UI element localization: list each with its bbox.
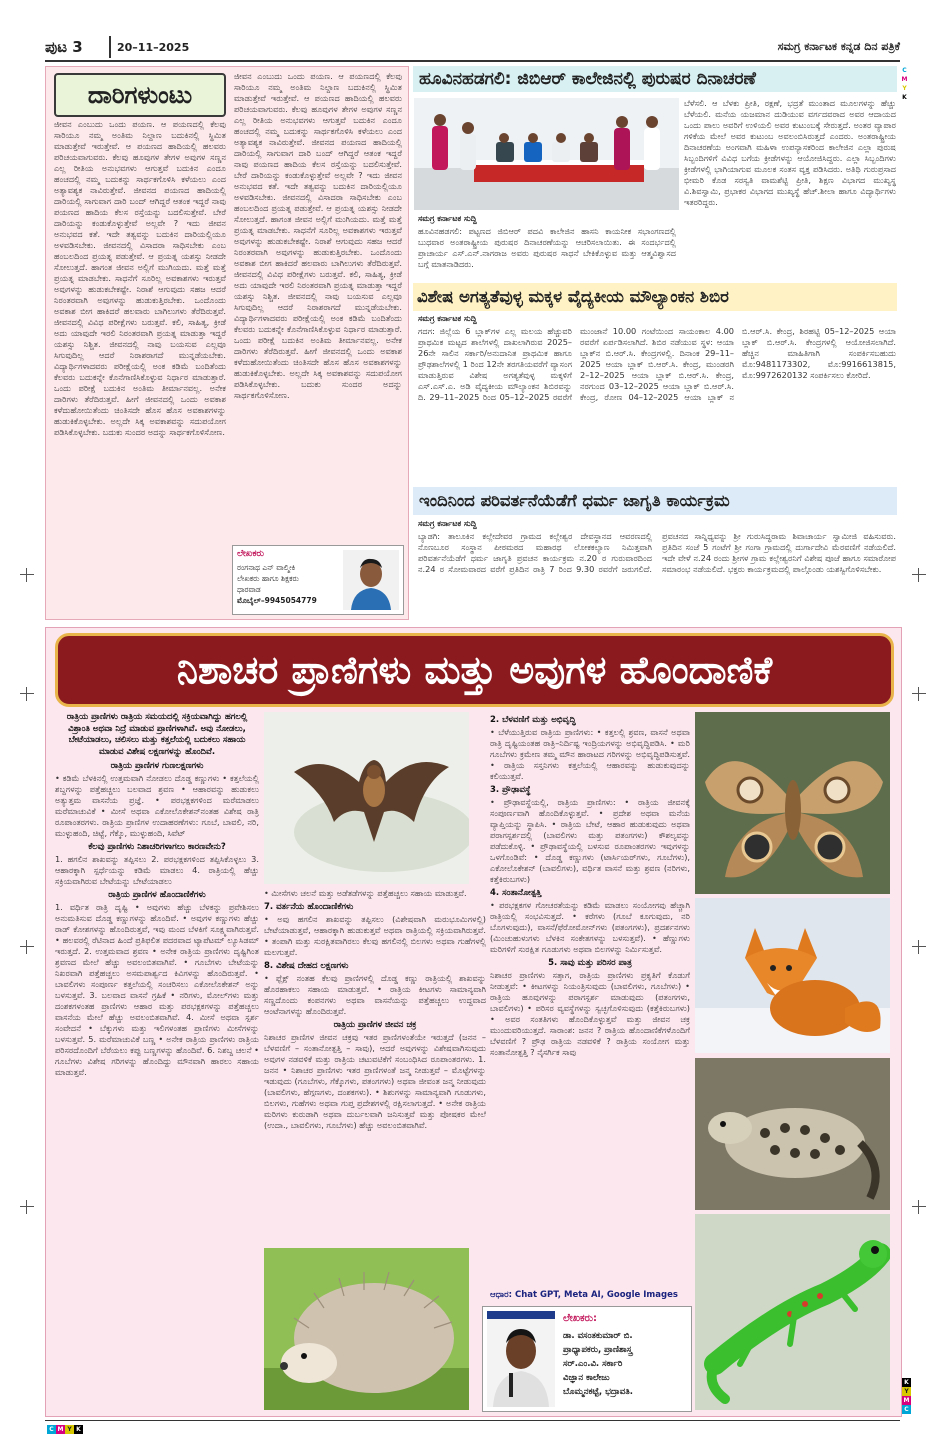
feature-col2-text: • ಫ್ಲೆಕ್ಷ್ ನಂತಹ ಕೆಲವು ಪ್ರಾಣಿಗಳಲ್ಲಿ ದೊಡ್ಡ ಕಣ್ಣು ರಾತ್ರಿಯಲ್ಲಿ ಶಾಖವನ್ನು ಹೊರಹಾಕಲು ಸಹಾಯ ಮಾಡುತ್ತವೆ. • ರಾತ್ರಿಯ ಕೀಟಗಳು ಸಾಮಾನ್ಯವಾಗಿ ಸಣ್ಣದೊಂದು ಕಂಪನಗಳು ಅಥವಾ ವಾಸನೆಯನ್ನು ಪತ್ತೆಹಚ್ಚಲು ಉದ್ದವಾದ ಆಂಟೆನಾಗಳನ್ನು ಹೊಂದಿರುತ್ತವೆ.	[264, 973, 486, 1016]
author-label: ಲೇಖಕರು	[237, 549, 265, 559]
feature-author-box	[482, 1306, 692, 1412]
registration-mark-icon	[20, 568, 34, 582]
page-header	[45, 36, 900, 62]
news1-photo	[414, 98, 679, 210]
cmyk-strip-bottom: C M Y K	[47, 1425, 83, 1434]
news3-body: ಬ್ಯಾಡಗಿ: ತಾಲೂಕಿನ ಕಲ್ಲೇದೇವರ ಗ್ರಾಮದ ಕಲ್ಲೇಶ್ವರ ದೇವಸ್ಥಾನದ ಆವರಣದಲ್ಲಿ ನೊಣಬೂರ ಸಂಸ್ಥಾನ ಪೀಠಮಠದ ಮಹಾರಥ ಲೋಕಕಲ್ಯಾಣ ನಿಮಿತ್ತವಾಗಿ ಪರಿವರ್ತನೆಯೆಡೆಗೆ ಧರ್ಮ ಜಾಗೃತಿ ಪ್ರವಚನ ಕಾರ್ಯಕ್ರಮ ನ.20 ರ ಗುರುವಾರದಿಂದ ನ.24 ರ ಸೋಮವಾರದ ವರೆಗೆ ಪ್ರತಿದಿನ ರಾತ್ರಿ 7 ರಿಂದ 9.30 ರವರೆಗೆ ಜರುಗಲಿದೆ. ಪ್ರವಚನದ ಸಾನ್ನಿಧ್ಯವನ್ನು ಶ್ರೀ ಗುರುಸಿದ್ಧರಾಮ ಶಿವಾಚಾರ್ಯ ಸ್ವಾಮೀಜಿ ವಹಿಸುವರು. ಪ್ರತಿದಿನ ಸಂಜೆ 5 ಗಂಟೆಗೆ ಶ್ರೀ ಗಂಗಾ ಗ್ರಾಮದಲ್ಲಿ ದುರ್ಗಾದೇವಿ ಮೆರವಣಿಗೆ ನಡೆಯಲಿದೆ. ಇದೇ ವೇಳೆ ನ.24 ರಂದು ಶ್ರೀಗಳ ಗ್ರಾಮ ಕಲ್ಲೇಶ್ವರನಿಗೆ ವಿಶೇಷ ಪೂಜೆ ಹಾಗೂ ಸಮಾರೋಪ ಸಮಾರಂಭ ನಡೆಯಲಿದೆ. ಭಕ್ತರು ಕಾರ್ಯಕ್ರಮದಲ್ಲಿ ಪಾಲ್ಗೊಂಡು ಯಶಸ್ವಿಗೊಳಿಸಬೇಕು.	[418, 531, 896, 574]
registration-mark-icon	[912, 568, 926, 582]
feature-col2-text: • ಅವು ಹಗಲಿನ ಶಾಖವನ್ನು ತಪ್ಪಿಸಲು (ವಿಶೇಷವಾಗಿ ಮರುಭೂಮಿಗಳಲ್ಲಿ) ಬೇಟೆಯಾಡುತ್ತವೆ, ಆಹಾರಕ್ಕಾಗಿ ಹುಡುಕುತ್ತವೆ ಅಥವಾ ರಾತ್ರಿಯಲ್ಲಿ ಸಕ್ರಿಯವಾಗಿರುತ್ತವೆ. • ತಂಪಾಗಿ ಮತ್ತು ಸುರಕ್ಷಿತವಾಗಿರಲು ಕೆಲವು ಹಗಲಿನಲ್ಲಿ ಬಿಲಗಳು ಅಥವಾ ಗುಹೆಗಳಲ್ಲಿ ಮಲಗುತ್ತವೆ.	[264, 914, 486, 957]
feature-col3-text: • ಬೆಳೆಯುತ್ತಿರುವ ರಾತ್ರಿಯ ಪ್ರಾಣಿಗಳು: • ಕತ್ತಲಲ್ಲಿ ಶ್ರವಣ, ವಾಸನೆ ಅಥವಾ ರಾತ್ರಿ ದೃಷ್ಟಿಯಂತಹ ರಾತ್ರಿ–ನಿರ್ದಿಷ್ಟ ಇಂದ್ರಿಯಗಳನ್ನು ಅಭಿವೃದ್ಧಿಪಡಿಸಿ. • ಮರಿ ಗೂಬೆಗಳು ಕ್ರಮೇಣ ತಮ್ಮ ಮೌನ ಹಾರಾಟದ ಗರಿಗಳನ್ನು ಅಭಿವೃದ್ಧಿಪಡಿಸುತ್ತವೆ. • ರಾತ್ರಿಯ ಸಸ್ತನಿಗಳು ಕತ್ತಲೆಯಲ್ಲಿ ಆಹಾರವನ್ನು ಹುಡುಕುವುದನ್ನು ಕಲಿಯುತ್ತವೆ.	[490, 727, 690, 781]
news1-title-bar	[413, 66, 897, 92]
column-body-right: ಜೀವನ ಎಂಬುದು ಒಂದು ಪಯಣ. ಆ ಪಯಣದಲ್ಲಿ ಕೆಲವು ಸಾರಿಯೂ ನಮ್ಮ ಅಂತಿಮ ನಿಲ್ದಾಣ ಬದುಕಿನಲ್ಲಿ ಸ್ಥಿಮಿತ ಮಾಡುತ್ತೇವೆ ಇರುತ್ತೇವೆ. ಆ ಪಯಣದ ಹಾದಿಯಲ್ಲಿ ಹಲವರು ಪರಿಚಯವಾಗುವರು. ಕೆಲವು ಹೂವುಗಳ ತೇಗಳ ಅವುಗಳ ಸಣ್ಣನ ಎಲ್ಲ ರೀತಿಯ ಅನುಭವಗಳು ಆಗುತ್ತವೆ ಬದುಕಿನ ಎಂದೂ ಹಂಚದಲ್ಲಿ ನಮ್ಮ ಬದುಕನ್ನು ಸಾರ್ಥಕಗೊಳಿಸಿ ಕಳೆಯಲು ಎಂದ ಅತ್ಯಾವಶ್ಯಕ ನಾವಿರುತ್ತೇವೆ. ಜೀವನದ ಪಯಣದ ಹಾದಿಯಲ್ಲಿ ದಾರಿಯಲ್ಲಿ ಸಾಗುವಾಗ ದಾರಿ ಬಂದ್ ಆಗಿದ್ದರೆ ಆತಂಕ ಇದ್ದರೆ ನಾವು ಪಯಣದ ಹಾದಿಯ ಕೆಲಸ ರಸ್ತೆಯನ್ನು ಬದಲಿಸುತ್ತೇವೆ. ಬೇರೆ ದಾರಿಯನ್ನು ಕಂಡುಕೊಳ್ಳುತ್ತೇವೆ ಅಲ್ಲವೇ ? ಇದು ಜೀವನ ಅನುಭವದ ಕತೆ. ಇದೇ ತತ್ವವನ್ನು ಬದುಕಿನ ದಾರಿಯಲ್ಲಿಯೂ ಅಳವಡಿಸಬೇಕು. ಜೀವನದಲ್ಲಿ ವಿಸಾದರಾ ಸಾಧಿಸಬೇಕು ಎಂಬ ಹಂಬಲದಿಂದ ಪ್ರಯತ್ನ ಪಡುತ್ತೇವೆ. ಆ ಪ್ರಯತ್ನ ಯಶಸ್ಸು ನೀಡದೇ ಸೋಲುತ್ತದೆ. ಹಾಗಂತ ಜೀವನ ಅಲ್ಲಿಗೆ ಮುಗಿಯದು. ಮತ್ತೆ ಮತ್ತೆ ಪ್ರಯತ್ನ ಮಾಡಬೇಕು. ಸಾಧನೆಗೆ ಸೂರಿಲ್ಲ ಅವಕಾಶಗಳು ಇರುತ್ತವೆ ಅವುಗಳನ್ನು ಹುಡುಕಬೇಕಷ್ಟೇ. ನಿರಾಶೆ ಆಗುವುದು ಸಹಜ ಆದರೆ ನಿರಂತರವಾಗಿ ಅವುಗಳನ್ನು ಹುಡುಕುತ್ತಿರಬೇಕು. ಒಂದೊಂದು ಅವಕಾಶ ಬೀಗ ಹಾಕಿದರೆ ಹಲವಾರು ಬಾಗಿಲುಗಳು ತೆರೆದಿರುತ್ತವೆ. ಜೀವನದಲ್ಲಿ ವಿವಿಧ ಪರೀಕ್ಷೆಗಳು ಬರುತ್ತವೆ. ಕಲಿ, ಸಾಹಿತ್ಯ, ಕ್ರೀಡೆ ಅದು ಯಾವುದೇ ಇರಲಿ ನಿರಂತರವಾಗಿ ಪ್ರಯತ್ನ ಮಾಡುತ್ತಾ ಇದ್ದರೆ ಯಶಸ್ಸು ನಿಶ್ಚಿತ. ಜೀವನದಲ್ಲಿ ನಾವು ಬಯಸುವ ಎಲ್ಲವೂ ಸಿಗುವುದಿಲ್ಲ ಆದರೆ ನಿರಾಶರಾಗದೆ ಮುನ್ನಡೆಯಬೇಕು. ವಿದ್ಯಾರ್ಥಿಗಳಾದವರು ಪರೀಕ್ಷೆಯಲ್ಲಿ ಅಂಕ ಕಡಿಮೆ ಬಂದಿತೆಂದು ಕೆಲವರು ಬದುಕನ್ನೇ ಕೊನೆಗಾಣಿಸಿಕೊಳ್ಳುವ ನಿರ್ಧಾರ ಮಾಡುತ್ತಾರೆ. ಒಂದು ಪರೀಕ್ಷೆ ಬದುಕಿನ ಅಂತಿಮ ತೀರ್ಮಾನವಲ್ಲ. ಅನೇಕ ದಾರಿಗಳು ತೆರೆದಿರುತ್ತವೆ. ಹೀಗೆ ಜೀವನದಲ್ಲಿ ಒಂದು ಅವಕಾಶ ಕಳೆದುಹೋಯಿತೆಂದು ಚಿಂತಿಸದೇ ಹೊಸ ಹೊಸ ಅವಕಾಶಗಳನ್ನು ಹುಡುಕಿಕೊಳ್ಳಬೇಕು. ಅಲ್ಲದೇ ಸಿಕ್ಕ ಅವಕಾಶವನ್ನು ಸದುಪಯೋಗ ಪಡಿಸಿಕೊಳ್ಳಬೇಕು. ಬದುಕು ಸುಂದರ ಅದನ್ನು ಸಾರ್ಥಕಗೊಳಿಸೋಣ.	[234, 71, 402, 400]
author-box	[232, 545, 404, 615]
fox-photo	[695, 898, 890, 1053]
feature-col2-text: • ಮೀಸೆಗಳು ಚಲನೆ ಮತ್ತು ಅಡೆತಡೆಗಳನ್ನು ಪತ್ತೆಹಚ್ಚಲು ಸಹಾಯ ಮಾಡುತ್ತವೆ.	[264, 888, 467, 898]
footer-rule	[45, 1420, 900, 1421]
feature-author-details: ಡಾ. ವಸಂತಕುಮಾರ್ ಬಿ. ಪ್ರಾಧ್ಯಾಪಕರು, ಪ್ರಾಣಿಶಾಸ್ತ್ರ ಸರ್.ಎಂ.ವಿ. ಸರ್ಕಾರಿ ವಿಜ್ಞಾನ ಕಾಲೇಜು ಬೊಮ್ಮನಕಟ್ಟೆ, ಭದ್ರಾವತಿ.	[563, 1331, 633, 1397]
news1-title: ಹೂವಿನಹಡಗಲಿ: ಜಿಬಿಆರ್ ಕಾಲೇಜಿನಲ್ಲಿ ಪುರುಷರ ದಿನಾಚರಣೆ	[419, 69, 756, 89]
feature-col3-heading: 4. ಸಂತಾನೋತ್ಪತ್ತಿ	[490, 888, 542, 898]
feature-title-banner	[55, 633, 894, 707]
news2-title-bar	[413, 283, 897, 311]
feature-author-photo	[487, 1311, 555, 1407]
feature-col1-text: 1. ಹಗಲಿನ ಶಾಖವನ್ನು ತಪ್ಪಿಸಲು 2. ಪರಭಕ್ಷಕಗಳಿಂದ ತಪ್ಪಿಸಿಕೊಳ್ಳಲು 3. ಆಹಾರಕ್ಕಾಗಿ ಸ್ಪರ್ಧೆಯನ್ನು ಕಡಿಮೆ ಮಾಡಲು 4. ರಾತ್ರಿಯಲ್ಲಿ ಹೆಚ್ಚು ಸಕ್ರಿಯವಾಗಿರುವ ಬೇಟೆಯನ್ನು ಬೇಟೆಯಾಡಲು	[55, 854, 259, 886]
feature-col1	[55, 712, 259, 1412]
feature-col3-text: • ಪ್ರೌಢಾವಸ್ಥೆಯಲ್ಲಿ, ರಾತ್ರಿಯ ಪ್ರಾಣಿಗಳು: • ರಾತ್ರಿಯ ಜೀವನಕ್ಕೆ ಸಂಪೂರ್ಣವಾಗಿ ಹೊಂದಿಕೊಳ್ಳುತ್ತವೆ. • ಪ್ರದೇಶ ಅಥವಾ ಮನೆಯ ವ್ಯಾಪ್ತಿಯನ್ನು ಸ್ಥಾಪಿಸಿ. • ರಾತ್ರಿಯ ಬೇಟೆ, ಆಹಾರ ಹುಡುಕುವುದು ಅಥವಾ ಪರಾಗಸ್ಪರ್ಶದಲ್ಲಿ (ಬಾವಲಿಗಳು ಮತ್ತು ಪತಂಗಗಳು) ಕೌಶಲ್ಯವನ್ನು ಪಡೆದುಕೊಳ್ಳಿ. • ಪ್ರೌಢಾವಸ್ಥೆಯಲ್ಲಿ ಬಳಸುವ ರೂಪಾಂತರಗಳು ಇವುಗಳನ್ನು ಒಳಗೊಂಡಿವೆ: • ದೊಡ್ಡ ಕಣ್ಣುಗಳು (ಟಾರ್ಸಿಯರ್‌ಗಳು, ಗೂಬೆಗಳು), ಎಕೋಲೊಕೇಶನ್ (ಬಾವಲಿಗಳು), ವರ್ಧಿತ ವಾಸನೆ ಮತ್ತು ಶ್ರವಣ (ನರಿಗಳು, ಕತ್ತೆಕಿರುಬಗಳು)	[490, 797, 690, 884]
news2-title: ವಿಶೇಷ ಅಗತ್ಯತೆವುಳ್ಳ ಮಕ್ಕಳ ವೈದ್ಯಕೀಯ ಮೌಲ್ಯಾಂಕನ ಶಿಬಿರ	[417, 287, 729, 306]
registration-mark-icon	[20, 687, 34, 701]
registration-mark-icon	[20, 1200, 34, 1214]
registration-mark-icon	[912, 1200, 926, 1214]
feature-col1-text: • ಕಡಿಮೆ ಬೆಳಕಿನಲ್ಲಿ ಉತ್ತಮವಾಗಿ ನೋಡಲು ದೊಡ್ಡ ಕಣ್ಣುಗಳು • ಕತ್ತಲೆಯಲ್ಲಿ ಶಬ್ದಗಳನ್ನು ಪತ್ತೆಹಚ್ಚಲು ಬಲವಾದ ಶ್ರವಣ • ಆಹಾರವನ್ನು ಹುಡುಕಲು ಅತ್ಯುತ್ತಮ ವಾಸನೆಯ ಪ್ರಜ್ಞೆ. • ಪರಭಕ್ಷಕಗಳಿಂದ ಮರೆಮಾಡಲು ಮರೆಮಾಚುವಿಕೆ • ಮೀಸೆ ಅಥವಾ ಎಕೋಲೊಕೇಶನ್‌ನಂತಹ ವಿಶೇಷ ರಾತ್ರಿ ರೂಪಾಂತರಗಳು. ರಾತ್ರಿಯ ಪ್ರಾಣಿಗಳ ಉದಾಹರಣೆಗಳು: ಗೂಬೆ, ಬಾವಲಿ, ನರಿ, ಮುಳ್ಳುಹಂದಿ, ಚಿಟ್ಟೆ, ಗೆಕ್ಕೊ, ಮುಳ್ಳುಹಂದಿ, ಸಿವೆಟ್	[55, 773, 259, 838]
feature-col3-text: • ಪರಭಕ್ಷಕಗಳ ಗೋಚರತೆಯನ್ನು ಕಡಿಮೆ ಮಾಡಲು ಸಂಯೋಗವು ಹೆಚ್ಚಾಗಿ ರಾತ್ರಿಯಲ್ಲಿ ಸಂಭವಿಸುತ್ತದೆ. • ಕರೆಗಳು (ಗೂಬೆ ಕೂಗುವುದು, ನರಿ ಬೊಗಳುವುದು), ವಾಸನೆ/ಫೆರೋಮೋನ್‌ಗಳು (ಪತಂಗಗಳು), ಪ್ರದರ್ಶನಗಳು (ಮಿಂಚುಹುಳುಗಳು ಬೆಳಕಿನ ಸಂಕೇತಗಳನ್ನು ಬಳಸುತ್ತವೆ). • ಹೆಣ್ಣುಗಳು ಮರಿಗಳಿಗೆ ಸುರಕ್ಷಿತ ಗೂಡುಗಳು ಅಥವಾ ಬಿಲಗಳನ್ನು ನಿರ್ಮಿಸುತ್ತವೆ.	[490, 900, 690, 954]
feature-title: ನಿಶಾಚರ ಪ್ರಾಣಿಗಳು ಮತ್ತು ಅವುಗಳ ಹೊಂದಾಣಿಕೆ	[176, 647, 773, 692]
feature-col1-heading: ಕೆಲವು ಪ್ರಾಣಿಗಳು ನಿಶಾಚರಿಗಳಾಗಲು ಕಾರಣವೇನು?	[88, 842, 226, 852]
hedgehog-photo	[264, 1248, 469, 1410]
registration-mark-icon	[20, 940, 34, 954]
feature-col2	[264, 888, 486, 1243]
news2-source: ಸಮಗ್ರ ಕರ್ನಾಟಕ ಸುದ್ದಿ	[418, 314, 477, 323]
news3-source: ಸಮಗ್ರ ಕರ್ನಾಟಕ ಸುದ್ದಿ	[418, 519, 477, 528]
registration-mark-icon	[912, 687, 926, 701]
news1-source: ಸಮಗ್ರ ಕರ್ನಾಟಕ ಸುದ್ದಿ	[418, 214, 477, 223]
feature-col2-heading: 8. ವಿಶೇಷ ದೇಹದ ಲಕ್ಷಣಗಳು	[264, 961, 349, 971]
feature-col3-text: ನಿಶಾಚರ ಪ್ರಾಣಿಗಳು ಸತ್ತಾಗ, ರಾತ್ರಿಯ ಪ್ರಾಣಿಗಳು ಪ್ರಕೃತಿಗೆ ಕೊಡುಗೆ ನೀಡುತ್ತವೆ: • ಕೀಟಗಳನ್ನು ನಿಯಂತ್ರಿಸುವುದು (ಬಾವಲಿಗಳು, ಗೂಬೆಗಳು) • ರಾತ್ರಿಯ ಹೂವುಗಳನ್ನು ಪರಾಗಸ್ಪರ್ಶ ಮಾಡುವುದು (ಪತಂಗಗಳು, ಬಾವಲಿಗಳು) • ಪರಿಸರ ವ್ಯವಸ್ಥೆಗಳನ್ನು ಸ್ವಚ್ಛಗೊಳಿಸುವುದು (ಕತ್ತೆಕಿರುಬಗಳು) • ಅವರ ಸಂತತಿಗಳು ಹೊಂದಿಕೊಳ್ಳುತ್ತವೆ ಮತ್ತು ಜೀವನ ಚಕ್ರ ಮುಂದುವರಿಯುತ್ತದೆ. ಸಾರಾಂಶ: ಜನನ ? ರಾತ್ರಿಯ ಹೊಂದಾಣಿಕೆಗಳೊಂದಿಗೆ ಬೆಳವಣಿಗೆ ? ಪ್ರೌಢ ರಾತ್ರಿಯ ನಡವಳಿಕೆ ? ರಾತ್ರಿಯ ಸಂಯೋಗ ಮತ್ತು ಸಂತಾನೋತ್ಪತ್ತಿ ? ನೈಸರ್ಗಿಕ ಸಾವು	[490, 970, 690, 1057]
column-title: ದಾರಿಗಳುಂಟು	[54, 73, 226, 117]
page-date: 20–11–2025	[117, 41, 190, 54]
column-body-left: ಜೀವನ ಎಂಬುದು ಒಂದು ಪಯಣ. ಆ ಪಯಣದಲ್ಲಿ ಕೆಲವು ಸಾರಿಯೂ ನಮ್ಮ ಅಂತಿಮ ನಿಲ್ದಾಣ ಬದುಕಿನಲ್ಲಿ ಸ್ಥಿಮಿತ ಮಾಡುತ್ತೇವೆ ಇರುತ್ತೇವೆ. ಆ ಪಯಣದ ಹಾದಿಯಲ್ಲಿ ಹಲವರು ಪರಿಚಯವಾಗುವರು. ಕೆಲವು ಹೂವುಗಳ ತೇಗಳ ಅವುಗಳ ಸಣ್ಣನ ಎಲ್ಲ ರೀತಿಯ ಅನುಭವಗಳು ಆಗುತ್ತವೆ ಬದುಕಿನ ಎಂದೂ ಹಂಚದಲ್ಲಿ ನಮ್ಮ ಬದುಕನ್ನು ಸಾರ್ಥಕಗೊಳಿಸಿ ಕಳೆಯಲು ಎಂದ ಅತ್ಯಾವಶ್ಯಕ ನಾವಿರುತ್ತೇವೆ. ಜೀವನದ ಪಯಣದ ಹಾದಿಯಲ್ಲಿ ದಾರಿಯಲ್ಲಿ ಸಾಗುವಾಗ ದಾರಿ ಬಂದ್ ಆಗಿದ್ದರೆ ಆತಂಕ ಇದ್ದರೆ ನಾವು ಪಯಣದ ಹಾದಿಯ ಕೆಲಸ ರಸ್ತೆಯನ್ನು ಬದಲಿಸುತ್ತೇವೆ. ಬೇರೆ ದಾರಿಯನ್ನು ಕಂಡುಕೊಳ್ಳುತ್ತೇವೆ ಅಲ್ಲವೇ ? ಇದು ಜೀವನ ಅನುಭವದ ಕತೆ. ಇದೇ ತತ್ವವನ್ನು ಬದುಕಿನ ದಾರಿಯಲ್ಲಿಯೂ ಅಳವಡಿಸಬೇಕು. ಜೀವನದಲ್ಲಿ ವಿಸಾದರಾ ಸಾಧಿಸಬೇಕು ಎಂಬ ಹಂಬಲದಿಂದ ಪ್ರಯತ್ನ ಪಡುತ್ತೇವೆ. ಆ ಪ್ರಯತ್ನ ಯಶಸ್ಸು ನೀಡದೇ ಸೋಲುತ್ತದೆ. ಹಾಗಂತ ಜೀವನ ಅಲ್ಲಿಗೆ ಮುಗಿಯದು. ಮತ್ತೆ ಮತ್ತೆ ಪ್ರಯತ್ನ ಮಾಡಬೇಕು. ಸಾಧನೆಗೆ ಸೂರಿಲ್ಲ ಅವಕಾಶಗಳು ಇರುತ್ತವೆ ಅವುಗಳನ್ನು ಹುಡುಕಬೇಕಷ್ಟೇ. ನಿರಾಶೆ ಆಗುವುದು ಸಹಜ ಆದರೆ ನಿರಂತರವಾಗಿ ಅವುಗಳನ್ನು ಹುಡುಕುತ್ತಿರಬೇಕು. ಒಂದೊಂದು ಅವಕಾಶ ಬೀಗ ಹಾಕಿದರೆ ಹಲವಾರು ಬಾಗಿಲುಗಳು ತೆರೆದಿರುತ್ತವೆ. ಜೀವನದಲ್ಲಿ ವಿವಿಧ ಪರೀಕ್ಷೆಗಳು ಬರುತ್ತವೆ. ಕಲಿ, ಸಾಹಿತ್ಯ, ಕ್ರೀಡೆ ಅದು ಯಾವುದೇ ಇರಲಿ ನಿರಂತರವಾಗಿ ಪ್ರಯತ್ನ ಮಾಡುತ್ತಾ ಇದ್ದರೆ ಯಶಸ್ಸು ನಿಶ್ಚಿತ. ಜೀವನದಲ್ಲಿ ನಾವು ಬಯಸುವ ಎಲ್ಲವೂ ಸಿಗುವುದಿಲ್ಲ ಆದರೆ ನಿರಾಶರಾಗದೆ ಮುನ್ನಡೆಯಬೇಕು. ವಿದ್ಯಾರ್ಥಿಗಳಾದವರು ಪರೀಕ್ಷೆಯಲ್ಲಿ ಅಂಕ ಕಡಿಮೆ ಬಂದಿತೆಂದು ಕೆಲವರು ಬದುಕನ್ನೇ ಕೊನೆಗಾಣಿಸಿಕೊಳ್ಳುವ ನಿರ್ಧಾರ ಮಾಡುತ್ತಾರೆ. ಒಂದು ಪರೀಕ್ಷೆ ಬದುಕಿನ ಅಂತಿಮ ತೀರ್ಮಾನವಲ್ಲ. ಅನೇಕ ದಾರಿಗಳು ತೆರೆದಿರುತ್ತವೆ. ಹೀಗೆ ಜೀವನದಲ್ಲಿ ಒಂದು ಅವಕಾಶ ಕಳೆದುಹೋಯಿತೆಂದು ಚಿಂತಿಸದೇ ಹೊಸ ಹೊಸ ಅವಕಾಶಗಳನ್ನು ಹುಡುಕಿಕೊಳ್ಳಬೇಕು. ಅಲ್ಲದೇ ಸಿಕ್ಕ ಅವಕಾಶವನ್ನು ಸದುಪಯೋಗ ಪಡಿಸಿಕೊಳ್ಳಬೇಕು. ಬದುಕು ಸುಂದರ ಅದನ್ನು ಸಾರ್ಥಕಗೊಳಿಸೋಣ.	[54, 119, 226, 437]
news1-body-right: ಬೆಳೆಸಲಿ. ಆ ಬೆಳಕು ಪ್ರೀತಿ, ರಕ್ಷಣೆ, ಭದ್ರತೆ ಮುಂತಾದ ಮೂಲಗಳನ್ನು ಹೆಚ್ಚು ಬೆಳೆಯಲಿ. ಮನೆಯ ಯಜಮಾನ ದುಡಿಯುವ ವರ್ಗದವರಾದ ಅವರ ಆದಾಯದ ಒಂದು ಪಾಲು ಅವರಿಗೆ ಉಳಿಯಲಿ ಅವರ ಕುಟುಂಬಕ್ಕೆ ಸೇರುತ್ತದೆ. ಅಂತರ ವ್ಯಾಪಾರ ಗಳಿಕೆಯ ಮೇಲೆ ಅವರ ಕುಟುಂಬ ಅವಲಂಬಿಸಿರುತ್ತದೆ ಎಂದರು. ಅಂತರಾಷ್ಟ್ರೀಯ ದಿನಾಚರಣೆಯ ಅಂಗವಾಗಿ ಮಹಿಳಾ ಉಪನ್ಯಾಸಕರಿಂದ ಕಾಲೇಜಿನ ಎಲ್ಲಾ ಪುರುಷ ಸಿಬ್ಬಂದಿಗಳಿಗೆ ವಿವಿಧ ಬಗೆಯ ಕ್ರೀಡೆಗಳನ್ನು ಆಯೋಜಿಸಿದ್ದರು. ಎಲ್ಲಾ ಸಿಬ್ಬಂದಿಗಳು ಕ್ರೀಡೆಗಳಲ್ಲಿ ಭಾಗಿಯಾಗುವ ಮೂಲಕ ಸಂತಸ ವ್ಯಕ್ತ ಪಡಿಸಿದರು. ಅತಿಥಿ ಗುರುಪ್ರಸಾದ ಭೀಮರಿ ಕೊಡ ಸರಸ್ವತಿ ವಾಮಶೆಟ್ಟಿ ಪ್ರೀತಿ, ಶಿಕ್ಷಣ ವಿಭಾಗದ ಮುಖ್ಯಸ್ಥ ವಿ.ಶಿವಸ್ವಾಮಿ, ಪ್ರಭಾಕರ ವಿಭಾಗದ ಮುಖ್ಯಸ್ಥೆ ಹೆಚ್.ಶೀಲಾ ಹಾಗೂ ವಿದ್ಯಾರ್ಥಿಗಳು ಇತರರಿದ್ದರು.	[684, 98, 896, 207]
registration-mark-icon	[912, 940, 926, 954]
civet-photo	[695, 1058, 890, 1210]
author-photo	[343, 550, 399, 610]
feature-col2-heading: 7. ವರ್ತನೆಯ ಹೊಂದಾಣಿಕೆಗಳು	[264, 902, 354, 912]
feature-col1-heading: ರಾತ್ರಿಯ ಪ್ರಾಣಿಗಳ ಹೊಂದಾಣಿಕೆಗಳು	[108, 890, 206, 900]
author-details: ರಂಗನಾಥ ಎನ್ ವಾಲ್ಮೀಕಿ ಲೇಖಕರು ಹಾಗೂ ಶಿಕ್ಷಕರು ಧಾರವಾಡ ಮೊಬೈಲ್–9945054779	[237, 563, 317, 605]
feature-col3-heading: 3. ಪ್ರೌಢಾವಸ್ಥೆ	[490, 785, 531, 795]
column-article	[45, 66, 409, 620]
page-number: ಪುಟ 3	[45, 38, 83, 56]
news3-title: ಇಂದಿನಿಂದ ಪರಿವರ್ತನೆಯೆಡೆಗೆ ಧರ್ಮ ಜಾಗೃತಿ ಕಾರ್ಯಕ್ರಮ	[419, 491, 730, 510]
news1-body-left: ಹೂವಿನಹಡಗಲಿ: ಪಟ್ಟಣದ ಜಿಬಿಆರ್ ಪದವಿ ಕಾಲೇಜಿನ ಹಾಸನಿ ಕಾಯನೀಕ ಸಭಾಂಗಣದಲ್ಲಿ ಬುಧವಾರ ಅಂತರಾಷ್ಟ್ರೀಯ ಪುರುಷರ ದಿನಾಚರಣೆಯನ್ನು ಆಚರಿಸಲಾಯಿತು. ಈ ಸಂದರ್ಭದಲ್ಲಿ ಪ್ರಾಚಾರ್ಯ ಎಸ್.ಎನ್.ನಾಗರಾಜ ಅವರು ಪುರುಷರ ಸಾಧನೆ ಬೇಕಿಕೊಳ್ಳುವ ಮತ್ತು ಆತ್ಮವಿಶ್ವಾಸದ ಬಗ್ಗೆ ಮಾತನಾಡಿದರು.	[418, 226, 676, 269]
feature-col2-text: ನಿಶಾಚರ ಪ್ರಾಣಿಗಳ ಜೀವನ ಚಕ್ರವು ಇತರ ಪ್ರಾಣಿಗಳಂತೆಯೇ ಇರುತ್ತದೆ (ಜನನ – ಬೆಳವಣಿಗೆ – ಸಂತಾನೋತ್ಪತ್ತಿ – ಸಾವು), ಆದರೆ ಅವುಗಳನ್ನು ವಿಶೇಷವಾಗಿಸುವುದು ಅವುಗಳ ನಡವಳಿಕೆ ಮತ್ತು ರಾತ್ರಿಯ ಚಟುವಟಿಕೆಗೆ ಸಂಬಂಧಿಸಿದ ರೂಪಾಂತರಗಳು. 1. ಜನನ • ನಿಶಾಚರ ಪ್ರಾಣಿಗಳು ಇತರ ಪ್ರಾಣಿಗಳಂತೆ ಜನ್ಮ ನೀಡುತ್ತವೆ – ಮೊಟ್ಟೆಗಳನ್ನು ಇಡುವುದು (ಗೂಬೆಗಳು, ಗೆಕ್ಕೊಗಳು, ಪತಂಗಗಳು) ಅಥವಾ ಜೀವಂತ ಜನ್ಮ ನೀಡುವುದು (ಬಾವಲಿಗಳು, ಹೆಗ್ಗಣಗಳು, ದಂಶಕಗಳು). • ಶಿಶುಗಳನ್ನು ಸಾಮಾನ್ಯವಾಗಿ ಗೂಡುಗಳು, ಬಿಲಗಳು, ಗುಹೆಗಳು ಅಥವಾ ಗುಪ್ತ ಪ್ರದೇಶಗಳಲ್ಲಿ ರಕ್ಷಿಸಲಾಗುತ್ತದೆ. • ಅನೇಕ ರಾತ್ರಿಯ ಮರಿಗಳು ಕುರುಡಾಗಿ ಅಥವಾ ದುರ್ಬಲವಾಗಿ ಜನಿಸುತ್ತವೆ ಮತ್ತು ಪೋಷಕರ ಮೇಲೆ (ಉದಾ., ಬಾವಲಿಗಳು, ಗೂಬೆಗಳು) ಹೆಚ್ಚು ಅವಲಂಬಿತವಾಗಿವೆ.	[264, 1032, 486, 1130]
feature-intro: ರಾತ್ರಿಯ ಪ್ರಾಣಿಗಳು ರಾತ್ರಿಯ ಸಮಯದಲ್ಲಿ ಸಕ್ರಿಯವಾಗಿದ್ದು ಹಗಲಲ್ಲಿ ವಿಶ್ರಾಂತಿ ಅಥವಾ ನಿದ್ರೆ ಮಾಡುವ ಪ್ರಾಣಿಗಳಾಗಿವೆ. ಅವು ನೋಡಲು, ಬೇಟೆಯಾಡಲು, ಚಲಿಸಲು ಮತ್ತು ಕತ್ತಲೆಯಲ್ಲಿ ಬದುಕಲು ಸಹಾಯ ಮಾಡುವ ವಿಶೇಷ ಲಕ್ಷಣಗಳನ್ನು ಹೊಂದಿವೆ.	[66, 712, 248, 757]
feature-col1-text: 1. ವರ್ಧಿತ ರಾತ್ರಿ ದೃಷ್ಟಿ • ಅವುಗಳು ಹೆಚ್ಚು ಬೆಳಕನ್ನು ಪ್ರವೇಶಿಸಲು ಅನುಮತಿಸುವ ದೊಡ್ಡ ಕಣ್ಣುಗಳನ್ನು ಹೊಂದಿವೆ. • ಅವುಗಳ ಕಣ್ಣುಗಳು ಹೆಚ್ಚು ರಾಡ್ ಕೋಶಗಳನ್ನು ಹೊಂದಿರುತ್ತವೆ, ಇವು ಮಂದ ಬೆಳಕಿಗೆ ಸೂಕ್ಷ್ಮವಾಗಿರುತ್ತವೆ. • ಹಲವರಲ್ಲಿ ರೆಟಿನಾದ ಹಿಂದೆ ಪ್ರತಿಫಲಿತ ಪದರವಾದ ಟ್ಯಾಪೆಟಮ್ ಲ್ಯೂಸಿಡಮ್ ಇರುತ್ತದೆ. 2. ಉತ್ತಮವಾದ ಶ್ರವಣ • ಅನೇಕ ರಾತ್ರಿಯ ಪ್ರಾಣಿಗಳು ದೃಷ್ಟಿಗಿಂತ ಶ್ರವಣದ ಮೇಲೆ ಹೆಚ್ಚು ಅವಲಂಬಿತವಾಗಿವೆ. • ಗೂಬೆಗಳು ಬೇಟೆಯನ್ನು ನಿಖರವಾಗಿ ಪತ್ತೆಹಚ್ಚಲು ಅಸಮಪಾರ್ಶ್ವದ ಕಿವಿಗಳನ್ನು ಹೊಂದಿರುತ್ತವೆ. • ಬಾವಲಿಗಳು ಸಂಪೂರ್ಣ ಕತ್ತಲೆಯಲ್ಲಿ ಸಂಚರಿಸಲು ಎಕೋಲೊಕೇಶನ್ ಅನ್ನು ಬಳಸುತ್ತವೆ. 3. ಬಲವಾದ ವಾಸನೆ ಗ್ರಹಿಕೆ • ನರಿಗಳು, ಮೋಲ್‌ಗಳು ಮತ್ತು ದಂಶಕಗಳಂತಹ ಪ್ರಾಣಿಗಳು ಆಹಾರ ಮತ್ತು ಪರಭಕ್ಷಕಗಳನ್ನು ಪತ್ತೆಹಚ್ಚಲು ವಾಸನೆಯ ಮೇಲೆ ಹೆಚ್ಚು ಅವಲಂಬಿತವಾಗಿವೆ. 4. ಮೀಸೆ ಅಥವಾ ಸ್ಪರ್ಶ ಸಂವೇದನೆ • ಬೆಕ್ಕುಗಳು ಮತ್ತು ಇಲಿಗಳಂತಹ ಪ್ರಾಣಿಗಳು ಮೀಸೆಗಳನ್ನು ಬಳಸುತ್ತವೆ. 5. ಮರೆಮಾಚುವಿಕೆ ಬಣ್ಣ • ಅನೇಕ ರಾತ್ರಿಯ ಪ್ರಾಣಿಗಳು ರಾತ್ರಿಯ ಪರಿಸರದೊಂದಿಗೆ ಬೆರೆಯಲು ಕಪ್ಪು ಬಣ್ಣಗಳನ್ನು ಹೊಂದಿವೆ. 6. ನಿಶಬ್ದ ಚಲನೆ • ಗೂಬೆಗಳು ವಿಶೇಷ ಗರಿಗಳನ್ನು ಹೊಂದಿದ್ದು ಮೌನವಾಗಿ ಹಾರಲು ಸಹಾಯ ಮಾಡುತ್ತವೆ.	[55, 902, 259, 1077]
newspaper-name: ಸಮಗ್ರ ಕರ್ನಾಟಕ ಕನ್ನಡ ದಿನ ಪತ್ರಿಕೆ	[777, 40, 900, 53]
feature-col1-heading: ರಾತ್ರಿಯ ಪ್ರಾಣಿಗಳ ಗುಣಲಕ್ಷಣಗಳು	[110, 761, 204, 771]
feature-col2-heading: ರಾತ್ರಿಯ ಪ್ರಾಣಿಗಳ ಜೀವನ ಚಕ್ರ	[333, 1020, 417, 1030]
bat-photo	[264, 712, 469, 884]
header-divider	[109, 36, 111, 58]
feature-col3-heading: 2. ಬೆಳವಣಿಗೆ ಮತ್ತು ಅಭಿವೃದ್ಧಿ	[490, 715, 576, 725]
feature-col3	[490, 712, 690, 1287]
feature-col3-heading: 5. ಸಾವು ಮತ್ತು ಪರಿಸರ ಪಾತ್ರ	[548, 958, 632, 968]
feature-sources: ಆಧಾರ: Chat GPT, Meta AI, Google Images	[490, 1290, 678, 1300]
cmyk-strip-top: C M Y K	[901, 67, 908, 101]
moth-photo	[695, 712, 890, 894]
cmyk-strip-right: K Y M C	[903, 1379, 910, 1413]
gecko-photo	[695, 1214, 890, 1410]
news3-title-bar	[413, 487, 897, 515]
news2-body: ಗದಗ: ಜಿಲ್ಲೆಯ 6 ಬ್ಲಾಕ್‌ಗಳ ಎಲ್ಲ ಮಲಯ ಹೆಚ್ಚುವರಿ ಪ್ರಾಥಮಿಕ ಮಟ್ಟದ ಶಾಲೆಗಳಲ್ಲಿ ದಾಖಲಾಗಿರುವ 2025–26ನೇ ಸಾಲಿನ ಸರ್ಕಾರಿ/ಅನುದಾನಿತ ಪ್ರಾಥಮಿಕ ಹಾಗೂ ಪ್ರೌಢಶಾಲೆಗಳಲ್ಲಿ 1 ರಿಂದ 12ನೇ ತರಗತಿಯವರೆಗೆ ವ್ಯಾಸಂಗ ಮಾಡುತ್ತಿರುವ ವಿಶೇಷ ಅಗತ್ಯತೆವುಳ್ಳ ಮಕ್ಕಳಿಗೆ ಎಸ್.ಎಸ್.ಎ. ಅಡಿ ವೈದ್ಯಕೀಯ ಮೌಲ್ಯಾಂಕನ ಶಿಬಿರವನ್ನು ದಿ. 29–11–2025 ರಿಂದ 05–12–2025 ರವರೆಗೆ ಮುಂಜಾನೆ 10.00 ಗಂಟೆಯಿಂದ ಸಾಯಂಕಾಲ 4.00 ರವರೆಗೆ ಏರ್ಪಡಿಸಲಾಗಿದೆ. ಶಿಬಿರ ನಡೆಯುವ ಸ್ಥಳ: ಆಯಾ ಬ್ಲಾಕ್‌ನ ಬಿ.ಆರ್.ಸಿ. ಕೇಂದ್ರಗಳಲ್ಲಿ. ದಿನಾಂಕ 29–11–2025 ಆಯಾ ಬ್ಲಾಕ್ ಬಿ.ಆರ್.ಸಿ. ಕೇಂದ್ರ, ಮುಂಡರಗಿ 2–12–2025 ಆಯಾ ಬ್ಲಾಕ್ ಬಿ.ಆರ್.ಸಿ. ಕೇಂದ್ರ, ನರಗುಂದ 03–12–2025 ಆಯಾ ಬ್ಲಾಕ್ ಬಿ.ಆರ್.ಸಿ. ಕೇಂದ್ರ, ರೋಣ 04–12–2025 ಆಯಾ ಬ್ಲಾಕ್ ನ ಬಿ.ಆರ್.ಸಿ. ಕೇಂದ್ರ, ಶಿರಹಟ್ಟಿ 05–12–2025 ಆಯಾ ಬ್ಲಾಕ್ ಬಿ.ಆರ್.ಸಿ. ಕೇಂದ್ರಗಳಲ್ಲಿ ಆಯೋಜಿಸಲಾಗಿದೆ. ಹೆಚ್ಚಿನ ಮಾಹಿತಿಗಾಗಿ ಸಂಪರ್ಕಿಸಬಹುದು ಮೊ:9481173302, ಮೊ:9916613815, ಮೊ:9972620132 ಸಂಪರ್ಕಿಸಲು ಕೋರಿದೆ.	[418, 326, 896, 402]
feature-author-label: ಲೇಖಕರು:	[563, 1313, 598, 1324]
